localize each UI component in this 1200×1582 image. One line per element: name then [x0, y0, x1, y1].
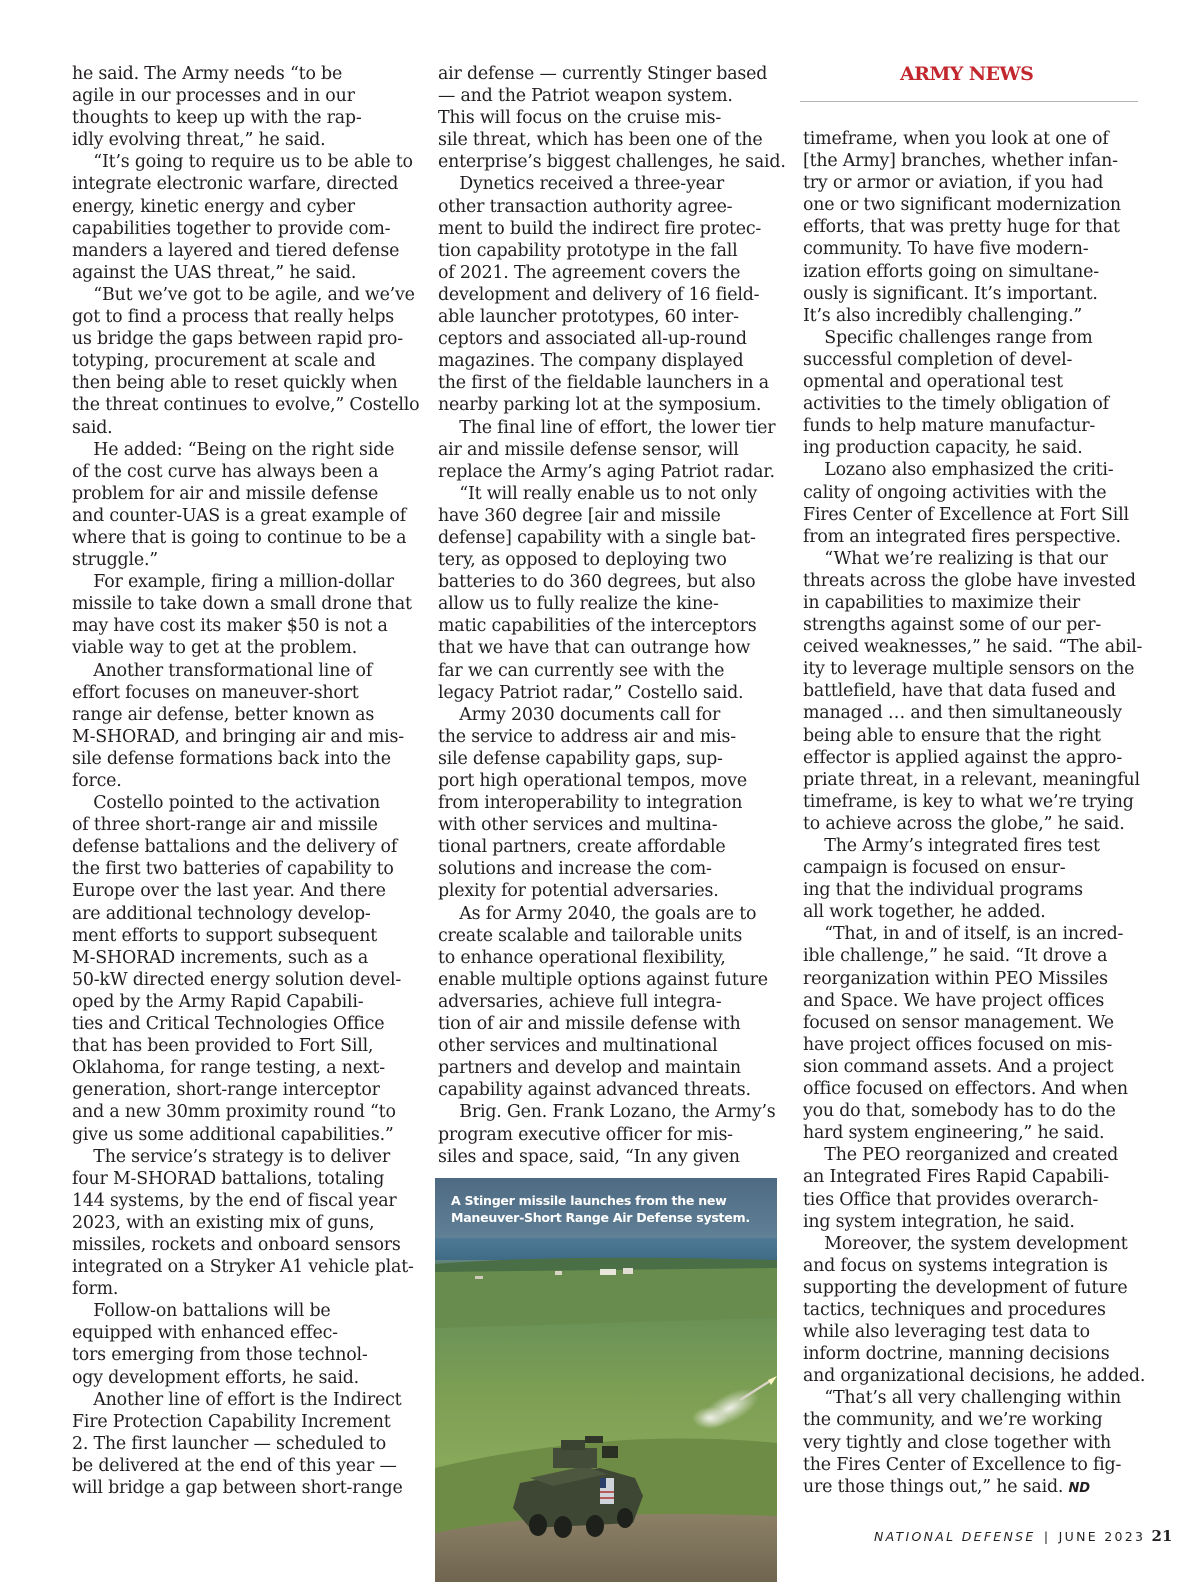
text-line: Lozano also emphasized the criti- — [803, 460, 1114, 481]
text-line: us bridge the gaps between rapid pro- — [72, 329, 403, 350]
text-line: tactics, techniques and procedures — [803, 1299, 1106, 1320]
article-column-1 — [72, 63, 420, 1499]
text-line: of the cost curve has always been a — [72, 461, 379, 482]
text-line: from an integrated fires perspective. — [803, 526, 1121, 547]
text-line: Another line of effort is the Indirect — [72, 1389, 402, 1410]
text-line: matic capabilities of the interceptors — [438, 616, 757, 637]
text-line: This will focus on the cruise mis- — [438, 108, 722, 129]
text-line: successful completion of devel- — [803, 349, 1073, 370]
text-line: Brig. Gen. Frank Lozano, the Army’s — [438, 1102, 776, 1123]
text-line: viable way to get at the problem. — [72, 638, 358, 659]
text-line: missiles, rockets and onboard sensors — [72, 1234, 401, 1255]
text-line: Fire Protection Capability Increment — [72, 1411, 391, 1432]
text-line: against the UAS threat,” he said. — [72, 262, 357, 283]
text-line: [the Army] branches, whether infan- — [803, 151, 1118, 172]
text-line: ible challenge,” he said. “It drove a — [803, 946, 1108, 967]
text-line: effort focuses on maneuver-short — [72, 682, 359, 703]
text-line: Costello pointed to the activation — [72, 793, 380, 814]
page-number: 21 — [1151, 1527, 1173, 1545]
text-line: from interoperability to integration — [438, 793, 743, 814]
text-line: efforts, that was pretty huge for that — [803, 217, 1120, 238]
photo-caption — [451, 1192, 766, 1226]
text-line: program executive officer for mis- — [438, 1124, 733, 1145]
text-line: Follow-on battalions will be — [72, 1301, 331, 1322]
text-line: the community, and we’re working — [803, 1410, 1103, 1431]
text-line: ment to build the indirect fire protec- — [438, 218, 762, 239]
text-line: tion capability prototype in the fall — [438, 240, 738, 261]
text-line: four M-SHORAD battalions, totaling — [72, 1168, 385, 1189]
text-line: Army 2030 documents call for — [438, 704, 721, 725]
text-line: Oklahoma, for range testing, a next- — [72, 1058, 385, 1079]
text-line: adversaries, achieve full integra- — [438, 991, 722, 1012]
text-line: enable multiple options against future — [438, 969, 768, 990]
text-line: “What we’re realizing is that our — [803, 548, 1108, 569]
text-line: and a new 30mm proximity round “to — [72, 1102, 396, 1123]
text-line: one or two significant modernization — [803, 195, 1121, 216]
text-line: the first of the fieldable launchers in a — [438, 373, 769, 394]
section-label: ARMY NEWS — [900, 63, 1034, 85]
text-line: far we can currently see with the — [438, 660, 725, 681]
text-line: timeframe, when you look at one of — [803, 129, 1109, 149]
text-line: ing production capacity, he said. — [803, 438, 1083, 459]
text-line: ties Office that provides overarch- — [803, 1189, 1099, 1210]
text-line: capability against advanced threats. — [438, 1080, 751, 1101]
text-line: plexity for potential adversaries. — [438, 881, 719, 902]
text-line: totyping, procurement at scale and — [72, 351, 376, 372]
text-line: try or armor or aviation, if you had — [803, 173, 1104, 194]
text-line: you do that, somebody has to do the — [803, 1101, 1116, 1122]
text-line: inform doctrine, manning decisions — [803, 1344, 1110, 1365]
text-line: 144 systems, by the end of fiscal year — [72, 1190, 397, 1211]
text-line: missile to take down a small drone that — [72, 594, 412, 615]
text-line: that has been provided to Fort Sill, — [72, 1036, 374, 1057]
text-line: problem for air and missile defense — [72, 483, 379, 504]
text-line: “That’s all very challenging within — [803, 1388, 1122, 1409]
text-line: energy, kinetic energy and cyber — [72, 196, 355, 217]
text-line: sile threat, which has been one of the — [438, 130, 763, 151]
text-line: He added: “Being on the right side — [72, 439, 395, 460]
text-line: The final line of effort, the lower tier — [438, 417, 776, 438]
text-line: funds to help mature manufactur- — [803, 416, 1096, 437]
text-line: Another transformational line of — [72, 660, 373, 681]
footer-separator: | — [1043, 1529, 1051, 1544]
text-line: oped by the Army Rapid Capabili- — [72, 991, 364, 1012]
text-line: and Space. We have project offices — [803, 990, 1105, 1011]
text-line: Specific challenges range from — [803, 327, 1093, 348]
text-line: solutions and increase the com- — [438, 859, 712, 880]
text-line: 2023, with an existing mix of guns, — [72, 1212, 375, 1233]
text-line: tional partners, create affordable — [438, 837, 726, 858]
text-line: For example, firing a million-dollar — [72, 572, 394, 593]
text-line: sile defense capability gaps, sup- — [438, 748, 723, 769]
text-line: and organizational decisions, he added. — [803, 1366, 1146, 1387]
text-line: M-SHORAD increments, such as a — [72, 947, 368, 968]
text-line: form. — [72, 1279, 119, 1300]
text-line: The Army’s integrated fires test — [803, 836, 1100, 856]
text-line: reorganization within PEO Missiles — [803, 968, 1108, 989]
text-line: are additional technology develop- — [72, 903, 371, 924]
text-line: tion of air and missile defense with — [438, 1014, 741, 1035]
text-line: the service to address air and mis- — [438, 726, 736, 747]
text-line: managed … and then simultaneously — [803, 703, 1122, 724]
article-column-2 — [438, 63, 786, 1168]
text-line: “It’s going to require us to be able to — [72, 152, 413, 173]
text-line: idly evolving threat,” he said. — [72, 130, 326, 151]
text-line: struggle.” — [72, 550, 158, 571]
text-line: agile in our processes and in our — [72, 86, 355, 107]
text-line: defense] capability with a single bat- — [438, 527, 756, 548]
text-line: have 360 degree [air and missile — [438, 505, 721, 526]
text-line: very tightly and close together with — [803, 1432, 1111, 1453]
text-line: other services and multinational — [438, 1036, 718, 1057]
text-line: 50-kW directed energy solution devel- — [72, 969, 401, 990]
text-line: that we have that can outrange how — [438, 638, 751, 659]
text-line: range air defense, better known as — [72, 704, 375, 725]
text-line: office focused on effectors. And when — [803, 1079, 1128, 1100]
text-line: said. — [72, 417, 113, 438]
text-line: allow us to fully realize the kine- — [438, 594, 719, 615]
text-line: the first two batteries of capability to — [72, 859, 394, 880]
text-line: able launcher prototypes, 60 inter- — [438, 307, 739, 328]
text-line: The PEO reorganized and created — [803, 1145, 1119, 1166]
photo-caption-line-1: A Stinger missile launches from the new — [451, 1193, 727, 1208]
text-line: defense battalions and the delivery of — [72, 837, 398, 858]
text-line: ceptors and associated all-up-round — [438, 329, 747, 350]
text-line: of three short-range air and missile — [72, 815, 378, 836]
text-line: strengths against some of our per- — [803, 615, 1102, 636]
text-line: equipped with enhanced effec- — [72, 1323, 338, 1344]
text-line: cality of ongoing activities with the — [803, 482, 1107, 503]
text-line: being able to ensure that the right — [803, 725, 1101, 746]
text-line: be delivered at the end of this year — — [72, 1455, 397, 1476]
text-line: port high operational tempos, move — [438, 771, 747, 791]
text-line: the Fires Center of Excellence to fig- — [803, 1454, 1122, 1475]
text-line: generation, short-range interceptor — [72, 1080, 380, 1101]
text-line: tors emerging from those technol- — [72, 1345, 368, 1366]
text-line: sion command assets. And a project — [803, 1056, 1114, 1077]
text-line: ment efforts to support subsequent — [72, 925, 378, 946]
text-line: tery, as opposed to deploying two — [438, 550, 727, 571]
text-line: to enhance operational flexibility, — [438, 947, 726, 968]
text-line: force. — [72, 771, 122, 791]
text-line: may have cost its maker $50 is not a — [72, 616, 388, 637]
text-line: effector is applied against the appro- — [803, 747, 1122, 768]
text-line-content: ure those things out,” he said. — [803, 1476, 1064, 1497]
stinger-launch-photo — [435, 1178, 777, 1582]
text-line: got to find a process that really helps — [72, 307, 395, 328]
text-line: siles and space, said, “In any given — [438, 1146, 740, 1167]
text-line: enterprise’s biggest challenges, he said. — [438, 152, 786, 173]
text-line: ization efforts going on simultane- — [803, 261, 1099, 282]
text-line: air and missile defense sensor, will — [438, 439, 739, 460]
photo-caption-line-2: Maneuver-Short Range Air Defense system. — [451, 1210, 750, 1225]
text-line: It’s also incredibly challenging.” — [803, 305, 1083, 326]
text-line: then being able to reset quickly when — [72, 373, 398, 394]
text-line: timeframe, is key to what we’re trying — [803, 791, 1134, 812]
text-line: “It will really enable us to not only — [438, 483, 757, 504]
text-line: development and delivery of 16 field- — [438, 284, 760, 305]
text-line: and counter-UAS is a great example of — [72, 505, 406, 526]
text-line: 2. The first launcher — scheduled to — [72, 1433, 387, 1454]
text-line: integrate electronic warfare, directed — [72, 174, 399, 195]
text-line: As for Army 2040, the goals are to — [438, 903, 757, 924]
text-line: Europe over the last year. And there — [72, 881, 386, 902]
text-line: create scalable and tailorable units — [438, 925, 743, 946]
text-line: other transaction authority agree- — [438, 196, 733, 217]
text-line: magazines. The company displayed — [438, 351, 744, 372]
text-line: ing system integration, he said. — [803, 1211, 1075, 1232]
text-line: to achieve across the globe,” he said. — [803, 813, 1125, 834]
text-line: — and the Patriot weapon system. — [438, 86, 733, 107]
text-line: where that is going to continue to be a — [72, 527, 407, 548]
text-line: priate threat, in a relevant, meaningful — [803, 769, 1140, 790]
text-line: Moreover, the system development — [803, 1233, 1128, 1254]
text-line: legacy Patriot radar,” Costello said. — [438, 682, 744, 703]
text-line: nearby parking lot at the symposium. — [438, 395, 762, 416]
text-line: will bridge a gap between short-range — [72, 1478, 403, 1498]
text-line: the threat continues to evolve,” Costello — [72, 395, 420, 416]
text-line: ogy development efforts, he said. — [72, 1367, 360, 1388]
text-line: hard system engineering,” he said. — [803, 1123, 1105, 1144]
text-line: partners and develop and maintain — [438, 1058, 741, 1079]
text-line: manders a layered and tiered defense — [72, 240, 400, 261]
text-line: ceived weaknesses,” he said. “The abil- — [803, 637, 1143, 658]
text-line: M-SHORAD, and bringing air and mis- — [72, 726, 404, 747]
text-line: capabilities together to provide com- — [72, 218, 391, 239]
text-line: ties and Critical Technologies Office — [72, 1014, 385, 1035]
text-line: thoughts to keep up with the rap- — [72, 108, 362, 129]
text-line: Fires Center of Excellence at Fort Sill — [803, 504, 1129, 525]
text-line: community. To have five modern- — [803, 239, 1089, 260]
text-line: an Integrated Fires Rapid Capabili- — [803, 1167, 1109, 1188]
section-rule — [800, 101, 1138, 102]
text-line: ously is significant. It’s important. — [803, 283, 1098, 304]
text-line: supporting the development of future — [803, 1277, 1128, 1298]
text-line: sile defense formations back into the — [72, 748, 391, 769]
article-column-3 — [803, 128, 1146, 1500]
text-line: of 2021. The agreement covers the — [438, 262, 741, 283]
text-line: focused on sensor management. We — [803, 1012, 1114, 1033]
text-line: ity to leverage multiple sensors on the — [803, 659, 1135, 680]
text-line: threats across the globe have invested — [803, 570, 1136, 591]
text-line: all work together, he added. — [803, 902, 1046, 923]
text-line: have project offices focused on mis- — [803, 1034, 1113, 1055]
text-line: ing that the individual programs — [803, 880, 1083, 901]
publication-name: NATIONAL DEFENSE — [874, 1529, 1036, 1544]
text-line: in capabilities to maximize their — [803, 592, 1081, 613]
text-line: batteries to do 360 degrees, but also — [438, 572, 756, 593]
photo-scene — [435, 1178, 777, 1582]
text-line: opmental and operational test — [803, 372, 1063, 393]
end-signature: ND — [1068, 1480, 1090, 1496]
text-line: replace the Army’s aging Patriot radar. — [438, 461, 775, 482]
text-line: give us some additional capabilities.” — [72, 1124, 394, 1145]
text-line: “That, in and of itself, is an incred- — [803, 924, 1124, 945]
text-line — [803, 1476, 1143, 1500]
text-line: integrated on a Stryker A1 vehicle plat- — [72, 1257, 414, 1278]
text-line: air defense — currently Stinger based — [438, 64, 768, 84]
text-line: The service’s strategy is to deliver — [72, 1146, 390, 1167]
text-line: battlefield, have that data fused and — [803, 681, 1116, 702]
text-line: activities to the timely obligation of — [803, 394, 1109, 415]
text-line: and focus on systems integration is — [803, 1255, 1108, 1276]
text-line: with other services and multina- — [438, 815, 718, 836]
text-line: “But we’ve got to be agile, and we’ve — [72, 284, 415, 305]
text-line: campaign is focused on ensur- — [803, 858, 1066, 879]
text-line: he said. The Army needs “to be — [72, 64, 343, 84]
text-line: while also leveraging test data to — [803, 1322, 1090, 1343]
text-line: Dynetics received a three-year — [438, 174, 724, 195]
page-footer — [874, 1527, 1172, 1545]
issue-date: JUNE 2023 — [1058, 1529, 1146, 1544]
